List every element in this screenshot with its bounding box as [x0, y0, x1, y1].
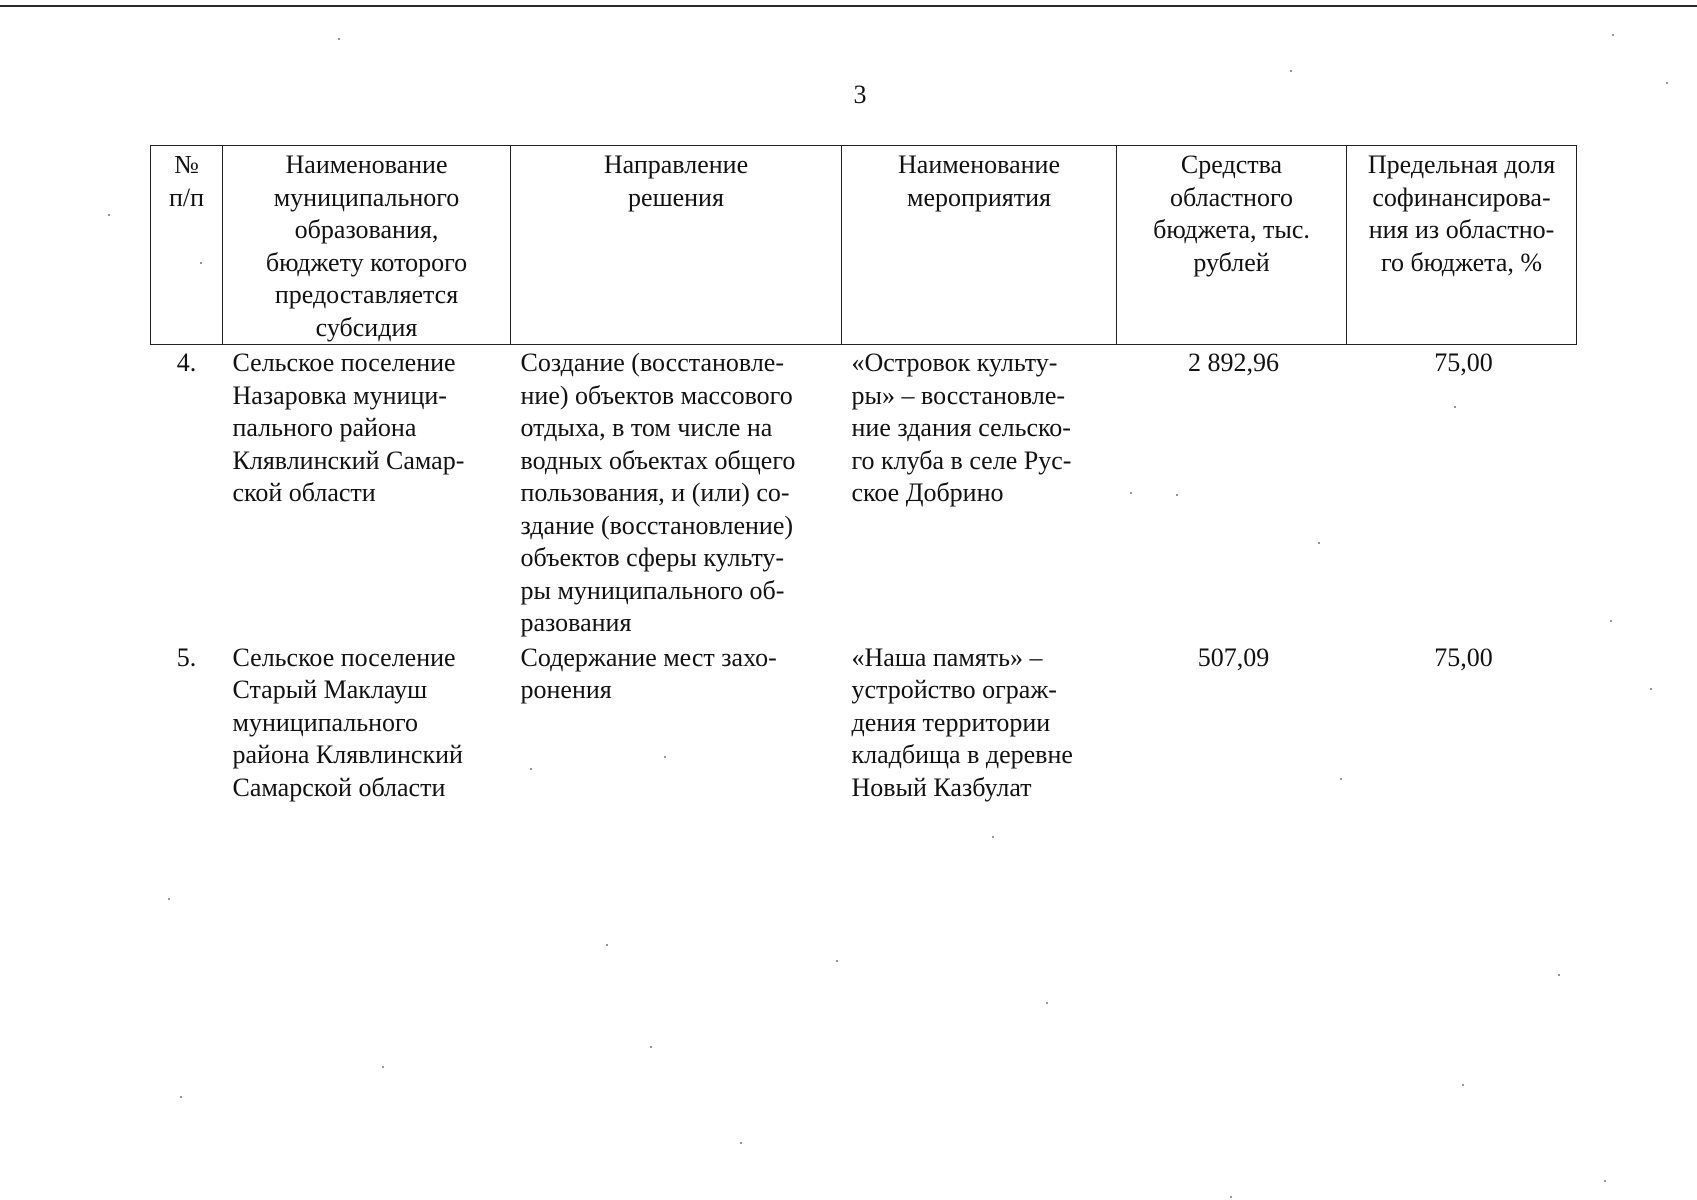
funds-cell: 507,09	[1197, 642, 1270, 672]
scan-speck	[1046, 1002, 1048, 1004]
scan-speck	[338, 38, 340, 40]
scan-speck	[168, 898, 170, 900]
scan-speck	[1230, 1196, 1232, 1198]
table-row	[151, 640, 1577, 805]
scan-speck	[1610, 620, 1612, 622]
municipality-cell: Сельское поселение Назаровка муници- пального района Клявлинский Самар- ской области	[232, 348, 465, 507]
header-funds: Средства областного бюджета, тыс. рублей	[1117, 146, 1347, 345]
row-number: 4.	[176, 348, 197, 377]
scan-speck	[740, 1142, 742, 1144]
scan-speck	[1290, 70, 1292, 72]
scan-speck	[1558, 974, 1560, 976]
table-header	[151, 146, 1577, 345]
header-direction: Направление решения	[511, 146, 842, 345]
scan-speck	[180, 1096, 182, 1098]
scan-speck	[1612, 34, 1614, 36]
scan-speck	[836, 960, 838, 962]
scan-speck	[1130, 492, 1132, 494]
event-cell: «Островок культу- ры» – восстановле- ние здания сельско- го клуба в селе Рус- ское Добрино	[851, 348, 1072, 507]
scan-speck	[1454, 406, 1456, 408]
scan-speck	[1340, 778, 1342, 780]
share-cell: 75,00	[1434, 642, 1493, 672]
scan-speck	[992, 836, 994, 838]
municipality-cell: Сельское поселение Старый Маклауш муниципального района Клявлинский Самарской области	[232, 642, 463, 802]
header-municipality: Наименование муниципального образования, бюджету которого предоставляется субсидия	[223, 146, 511, 345]
direction-cell: Создание (восстановле- ние) объектов массового отдыха, в том числе на водных объектах общего пользования, и (или) со- здание (восстановление) объектов сферы культу- ры муниципального об- разования	[520, 348, 796, 637]
header-row	[151, 146, 1577, 345]
share-cell: 75,00	[1434, 348, 1493, 377]
scan-speck	[108, 214, 110, 216]
header-share: Предельная доля софинансирова- ния из областно- го бюджета, %	[1347, 146, 1577, 345]
top-border-line	[0, 5, 1697, 7]
scan-speck	[1318, 542, 1320, 544]
table-row	[151, 345, 1577, 640]
row-number: 5.	[176, 642, 197, 672]
scan-speck	[1666, 82, 1668, 84]
header-number: № п/п	[151, 146, 223, 345]
funds-cell: 2 892,96	[1188, 348, 1279, 377]
scan-speck	[530, 768, 532, 770]
page-number: 3	[853, 80, 867, 109]
scan-speck	[200, 262, 202, 264]
scan-speck	[1176, 494, 1178, 496]
scan-speck	[650, 1046, 652, 1048]
table-body	[151, 345, 1577, 805]
header-event: Наименование мероприятия	[842, 146, 1117, 345]
scan-speck	[606, 944, 608, 946]
scan-speck	[664, 756, 666, 758]
scan-speck	[1462, 1084, 1464, 1086]
direction-cell: Содержание мест захо- ронения	[520, 642, 777, 704]
scan-speck	[1604, 1180, 1606, 1182]
scan-speck	[1650, 688, 1652, 690]
event-cell: «Наша память» – устройство ограж- дения территории кладбища в деревне Новый Казбулат	[851, 642, 1073, 802]
subsidy-table	[150, 145, 1577, 804]
scan-speck	[382, 1066, 384, 1068]
